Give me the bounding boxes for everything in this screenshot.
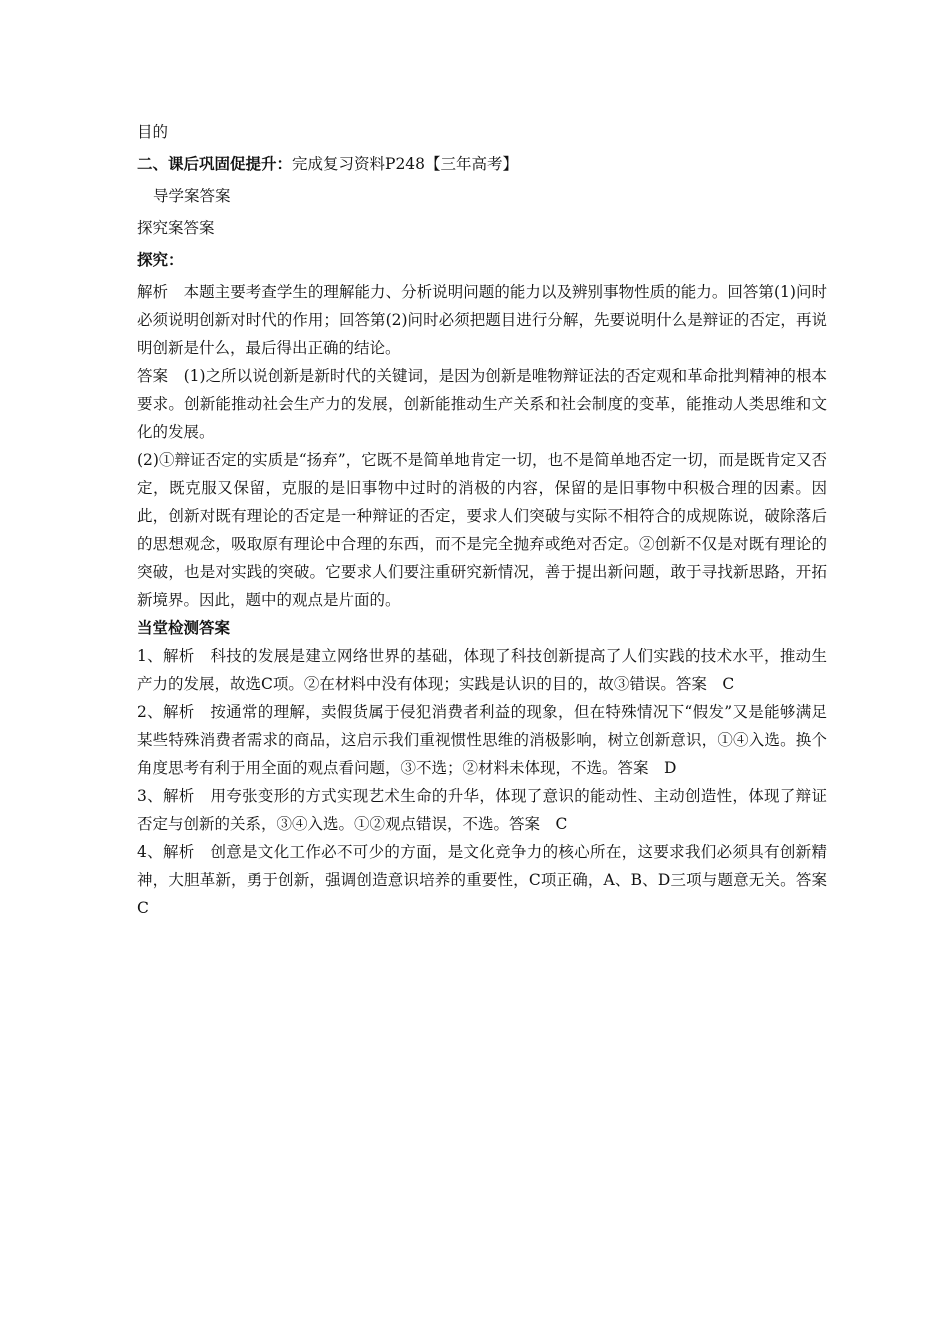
in-class-test-heading: 当堂检测答案 xyxy=(137,618,231,637)
question-4-answer: 4、解析 创意是文化工作必不可少的方面，是文化竞争力的核心所在，这要求我们必须具有创新精神，大胆革新，勇于创新，强调创造意识培养的重要性，C项正确，A、B、D三项与题意无关。答案 C xyxy=(137,843,843,917)
question-1-answer: 1、解析 科技的发展是建立网络世界的基础，体现了科技创新提高了人们实践的技术水平，推动生产力的发展，故选C项。②在材料中没有体现；实践是认识的目的，故③错误。答案 C xyxy=(137,647,827,693)
answer-paragraph-1: 答案 (1)之所以说创新是新时代的关键词，是因为创新是唯物辩证法的否定观和革命批判精神的根本要求。创新能推动社会生产力的发展，创新能推动生产关系和社会制度的变革，能推动人类思维和文化的发展。 xyxy=(137,367,827,441)
section-heading-2-label: 二、课后巩固促提升： xyxy=(137,154,293,173)
question-2-answer: 2、解析 按通常的理解，卖假货属于侵犯消费者利益的现象，但在特殊情况下“假发”又是能够满足某些特殊消费者需求的商品，这启示我们重视惯性思维的消极影响，树立创新意识，①④入选。换个角度思考有利于用全面的观点看问题，③不选；②材料未体现，不选。答案 D xyxy=(137,703,827,777)
line-purpose: 目的 xyxy=(137,123,169,141)
analysis-paragraph: 解析 本题主要考查学生的理解能力、分析说明问题的能力以及辨别事物性质的能力。回答第(1)问时必须说明创新对时代的作用；回答第(2)问时必须把题目进行分解，先要说明什么是辩证的否定，再说明创新是什么，最后得出正确的结论。 xyxy=(137,283,827,357)
document-page xyxy=(137,118,843,922)
explore-answer-title: 探究案答案 xyxy=(137,219,215,237)
section-heading-2-text: 完成复习资料P248【三年高考】 xyxy=(292,155,519,173)
question-3-answer: 3、解析 用夸张变形的方式实现艺术生命的升华，体现了意识的能动性、主动创造性，体现了辩证否定与创新的关系，③④入选。①②观点错误，不选。答案 C xyxy=(137,787,827,833)
guide-answer-title: 导学案答案 xyxy=(153,187,231,205)
explore-heading: 探究： xyxy=(137,250,184,269)
section-heading-2 xyxy=(137,150,827,178)
answer-paragraph-2: (2)①辩证否定的实质是“扬弃”，它既不是简单地肯定一切，也不是简单地否定一切，而是既肯定又否定，既克服又保留，克服的是旧事物中过时的消极的内容，保留的是旧事物中积极合理的因素。因此，创新对既有理论的否定是一种辩证的否定，要求人们突破与实际不相符合的成规陈说，破除落后的思想观念，吸取原有理论中合理的东西，而不是完全抛弃或绝对否定。②创新不仅是对既有理论的突破，也是对实践的突破。它要求人们要注重研究新情况，善于提出新问题，敢于寻找新思路，开拓新境界。因此，题中的观点是片面的。 xyxy=(137,451,827,609)
